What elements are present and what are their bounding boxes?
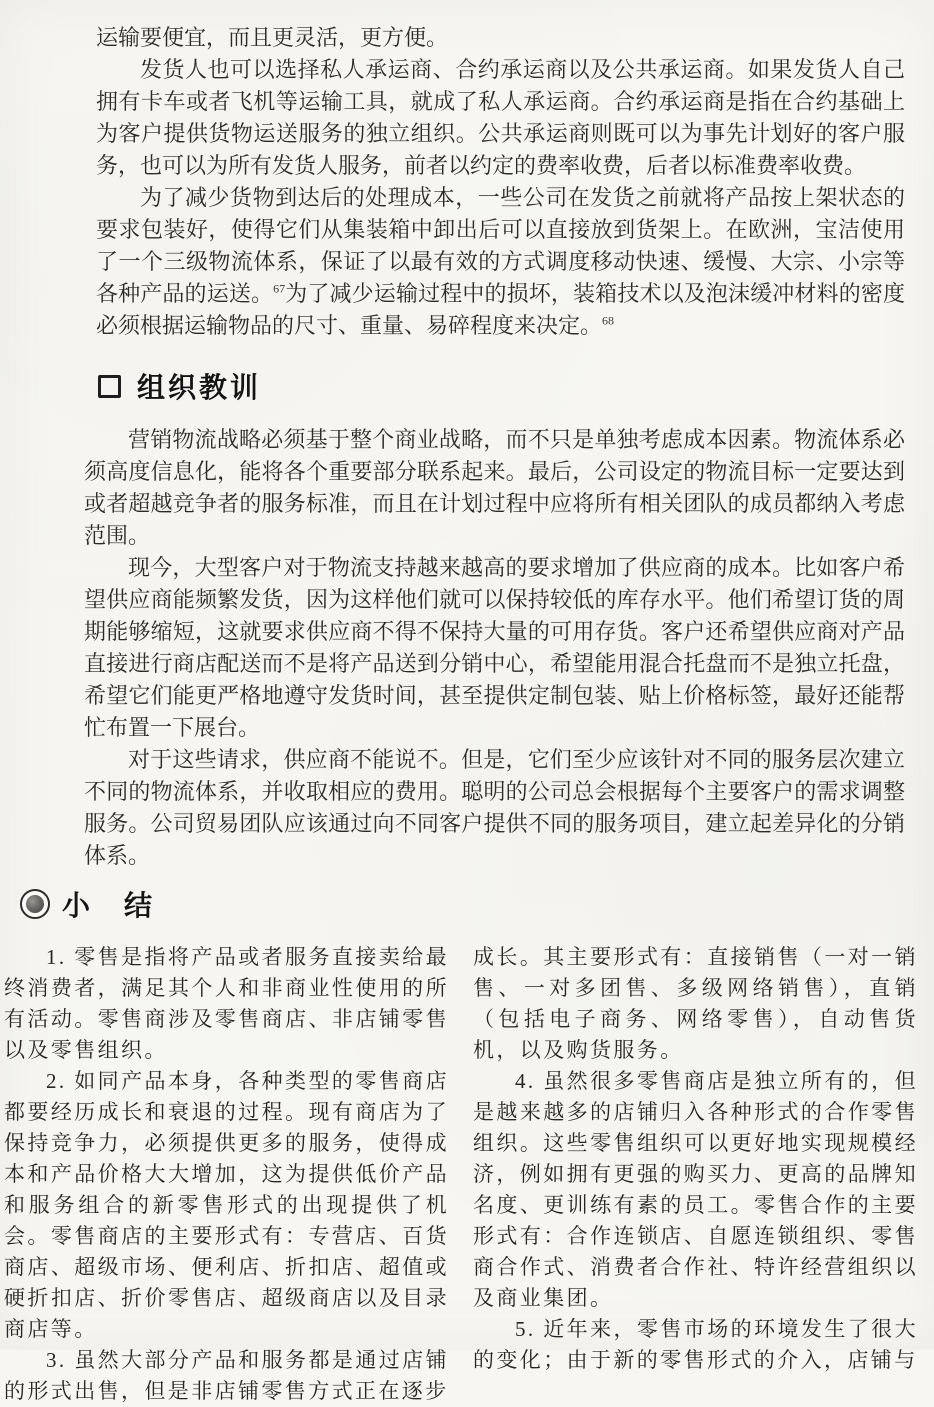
paragraph: 3. 虽然大部分产品和服务都是通过店铺的形式出售，但是非店铺零售方式正在逐步 bbox=[4, 1348, 449, 1403]
paragraph: 成长。其主要形式有：直接销售（一对一销售、一对多团售、多级网络销售），直销（包括电子商务、网络零售），自动售货机，以及购货服务。 bbox=[473, 945, 918, 1062]
summary-right-column bbox=[473, 942, 918, 1407]
lessons-text-block bbox=[84, 424, 905, 872]
paragraph: 1. 零售是指将产品或者服务直接卖给最终消费者，满足其个人和非商业性使用的所有活动。零售商涉及零售商店、非店铺零售以及零售组织。 bbox=[4, 945, 449, 1062]
section-circle-icon bbox=[20, 889, 50, 919]
summary-columns bbox=[4, 942, 918, 1407]
paragraph: 对于这些请求，供应商不能说不。但是，它们至少应该针对不同的服务层次建立不同的物流体系，并收取相应的费用。聪明的公司总会根据每个主要客户的需求调整服务。公司贸易团队应该通过向不同客户提供不同的服务项目，建立起差异化的分销体系。 bbox=[84, 747, 905, 868]
paragraph: 运输要便宜，而且更灵活，更方便。 bbox=[96, 25, 449, 50]
paragraph: 营销物流战略必须基于整个商业战略，而不只是单独考虑成本因素。物流体系必须高度信息化，能将各个重要部分联系起来。最后，公司设定的物流目标一定要达到或者超越竞争者的服务标准，而且在计划过程中应将所有相关团队的成员都纳入考虑范围。 bbox=[84, 427, 905, 548]
paragraph: 2. 如同产品本身，各种类型的零售商店都要经历成长和衰退的过程。现有商店为了保持竞争力，必须提供更多的服务，使得成本和产品价格大大增加，这为提供低价产品和服务组合的新零售形式的出现提供了机会。零售商店的主要形式有：专营店、百货商店、超级市场、便利店、折扣店、超值或硬折扣店、折价零售店、超级商店以及目录商店等。 bbox=[4, 1069, 449, 1341]
footnote-ref: 67 bbox=[273, 281, 286, 296]
paragraph: 5. 近年来，零售市场的环境发生了很大的变化；由于新的零售形式的介入，店铺与 bbox=[473, 1317, 918, 1372]
paragraph: 4. 虽然很多零售商店是独立所有的，但是越来越多的店铺归入各种形式的合作零售组织。这些零售组织可以更好地实现规模经济，例如拥有更强的购买力、更高的品牌知名度、更训练有素的员工。零售合作的主要形式有：合作连锁店、自愿连锁组织、零售商合作式、消费者合作社、特许经营组织以及商业集团。 bbox=[473, 1069, 918, 1310]
summary-section-title: 小 结 bbox=[62, 890, 156, 921]
paragraph: 发货人也可以选择私人承运商、合约承运商以及公共承运商。如果发货人自己拥有卡车或者飞机等运输工具，就成了私人承运商。合约承运商是指在合约基础上为客户提供货物运送服务的独立组织。公共承运商则既可以为事先计划好的客户服务，也可以为所有发货人服务，前者以约定的费率收费，后者以标准费率收费。 bbox=[96, 57, 905, 178]
summary-left-column bbox=[4, 942, 449, 1407]
lessons-section-title: 组织教训 bbox=[137, 372, 262, 403]
section-header-summary bbox=[20, 882, 934, 926]
section-square-icon bbox=[98, 375, 121, 398]
section-header-lessons bbox=[98, 366, 934, 406]
paragraph: 为了减少货物到达后的处理成本，一些公司在发货之前就将产品按上架状态的要求包装好，使得它们从集装箱中卸出后可以直接放到货架上。在欧洲，宝洁使用了一个三级物流体系，保证了以最有效的方式调度移动快速、缓慢、大宗、小宗等各种产品的运送。$^{67}$为了减少运输过程中的损坏，装箱技术以及泡沫缓冲材料的密度必须根据运输物品的尺寸、重量、易碎程度来决定。$^{68}$ bbox=[96, 185, 905, 338]
footnote-ref: 68 bbox=[602, 313, 615, 328]
paragraph: 现今，大型客户对于物流支持越来越高的要求增加了供应商的成本。比如客户希望供应商能频繁发货，因为这样他们就可以保持较低的库存水平。他们希望订货的周期能够缩短，这就要求供应商不得不保持大量的可用存货。客户还希望供应商对产品直接进行商店配送而不是将产品送到分销中心，希望能用混合托盘而不是独立托盘，希望它们能更严格地遵守发货时间，甚至提供定制包装、贴上价格标签，最好还能帮忙布置一下展台。 bbox=[84, 555, 905, 740]
carryover-text-block bbox=[96, 22, 905, 342]
